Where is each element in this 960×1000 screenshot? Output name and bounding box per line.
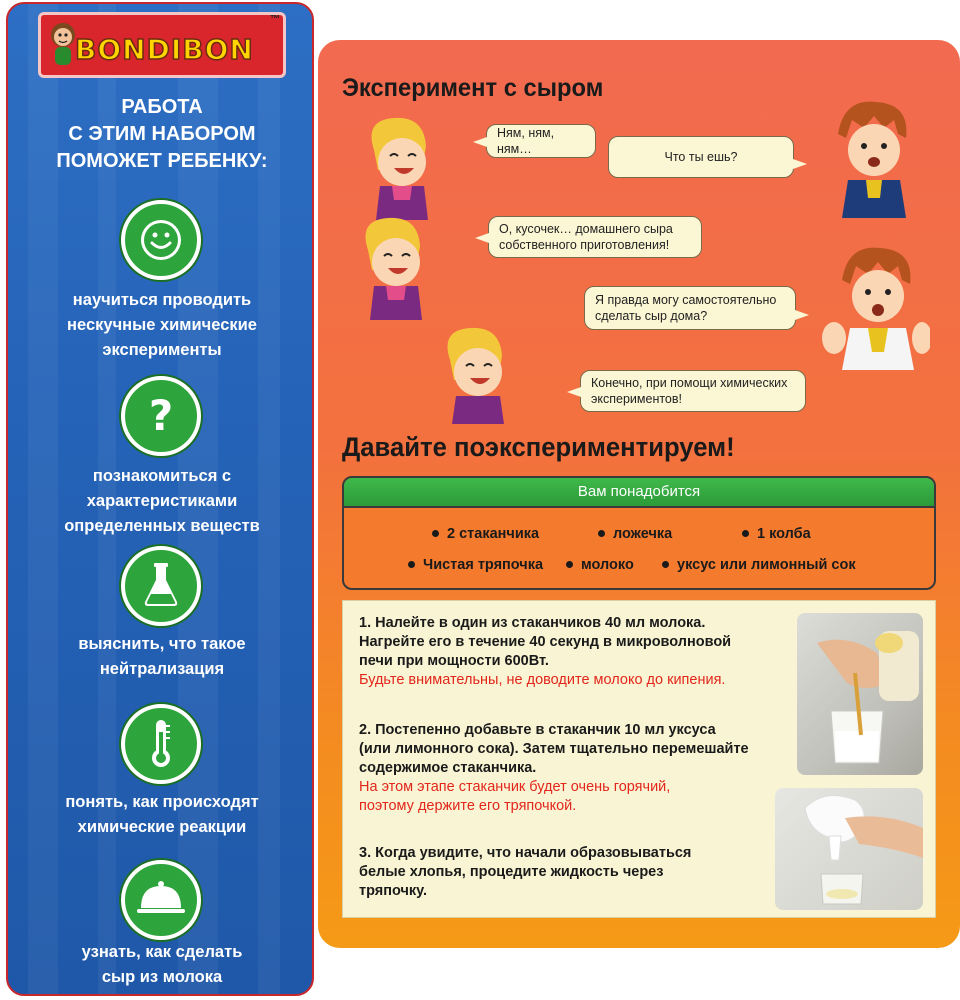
speech-bubble: Я правда могу самостоятельно сделать сыр дома?: [584, 286, 796, 330]
step-warning: Будьте внимательны, не доводите молоко до кипения.: [359, 672, 726, 688]
straining-photo: [775, 788, 923, 910]
instruction-step: [359, 614, 731, 690]
trademark-symbol: ™: [270, 14, 280, 25]
lets-experiment-heading: Давайте поэкспериментируем!: [342, 432, 735, 462]
girl-character: [430, 320, 520, 424]
photo-illustration: [797, 613, 923, 775]
svg-text:?: ?: [148, 391, 174, 440]
question-icon: [125, 380, 197, 452]
step-text: 2. Постепенно добавьте в стаканчик 10 мл уксуса (или лимонного сока). Затем тщательно перемешайте содержимое стаканчика.: [359, 722, 749, 776]
benefit-icon-circle: [121, 376, 201, 456]
step-text: 1. Налейте в один из стаканчиков 40 мл молока. Нагрейте его в течение 40 секунд в микроволновой печи при мощности 600Вт.: [359, 615, 732, 669]
speech-bubble: Конечно, при помощи химических экспериментов!: [580, 370, 806, 412]
step-text: 3. Когда увидите, что начали образовываться белые хлопья, процедите жидкость через тряпочку.: [359, 845, 692, 899]
instructions-box: [342, 600, 936, 918]
bullet-icon: [432, 530, 439, 537]
materials-header: Вам понадобится: [344, 478, 934, 508]
benefit-icon-circle: [121, 546, 201, 626]
girl-character: [354, 110, 444, 220]
speech-bubble: О, кусочек… домашнего сыра собственного приготовления!: [488, 216, 702, 258]
girl-character: [348, 210, 438, 320]
benefit-icon-circle: [121, 860, 201, 940]
benefit-icon-circle: [121, 704, 201, 784]
benefit-text: познакомиться с характеристиками определенных веществ: [64, 467, 260, 535]
bullet-icon: [742, 530, 749, 537]
benefits-panel: [6, 2, 314, 996]
step-warning: На этом этапе стаканчик будет очень горячий, поэтому держите его тряпочкой.: [359, 779, 671, 814]
thermometer-icon: [125, 708, 197, 780]
milk-pouring-photo: [797, 613, 923, 775]
material-item: ложечка: [598, 526, 672, 542]
speech-bubble: Что ты ешь?: [608, 136, 794, 178]
material-item: Чистая тряпочка: [408, 557, 543, 573]
benefit-text: научиться проводить нескучные химические эксперименты: [67, 291, 257, 359]
speech-bubble: Ням, ням, ням…: [486, 124, 596, 158]
logo-text: BONDIBON: [75, 33, 254, 66]
bullet-icon: [566, 561, 573, 568]
benefit-text: выяснить, что такое нейтрализация: [78, 635, 246, 678]
bullet-icon: [662, 561, 669, 568]
experiment-title: Эксперимент с сыром: [342, 74, 604, 102]
instruction-step: [359, 721, 749, 816]
material-item: 2 стаканчика: [432, 526, 539, 542]
material-item: уксус или лимонный сок: [662, 557, 856, 573]
bullet-icon: [408, 561, 415, 568]
bullet-icon: [598, 530, 605, 537]
benefit-icon-circle: [121, 200, 201, 280]
benefits-heading: РАБОТА С ЭТИМ НАБОРОМ ПОМОЖЕТ РЕБЕНКУ:: [56, 96, 268, 172]
materials-box: [342, 476, 936, 590]
brand-logo[interactable]: [38, 12, 286, 78]
benefit-text: понять, как происходят химические реакции: [65, 793, 259, 836]
photo-illustration: [775, 788, 923, 910]
smiley-icon: [125, 204, 197, 276]
benefit-text: узнать, как сделать сыр из молока: [81, 943, 243, 986]
food-cloche-icon: [125, 864, 197, 936]
instruction-step: [359, 844, 691, 901]
boy-character: [818, 240, 930, 370]
material-item: 1 колба: [742, 526, 811, 542]
experiment-panel: [318, 40, 960, 948]
material-item: молоко: [566, 557, 634, 573]
boy-character: [824, 94, 920, 218]
flask-icon: [125, 550, 197, 622]
